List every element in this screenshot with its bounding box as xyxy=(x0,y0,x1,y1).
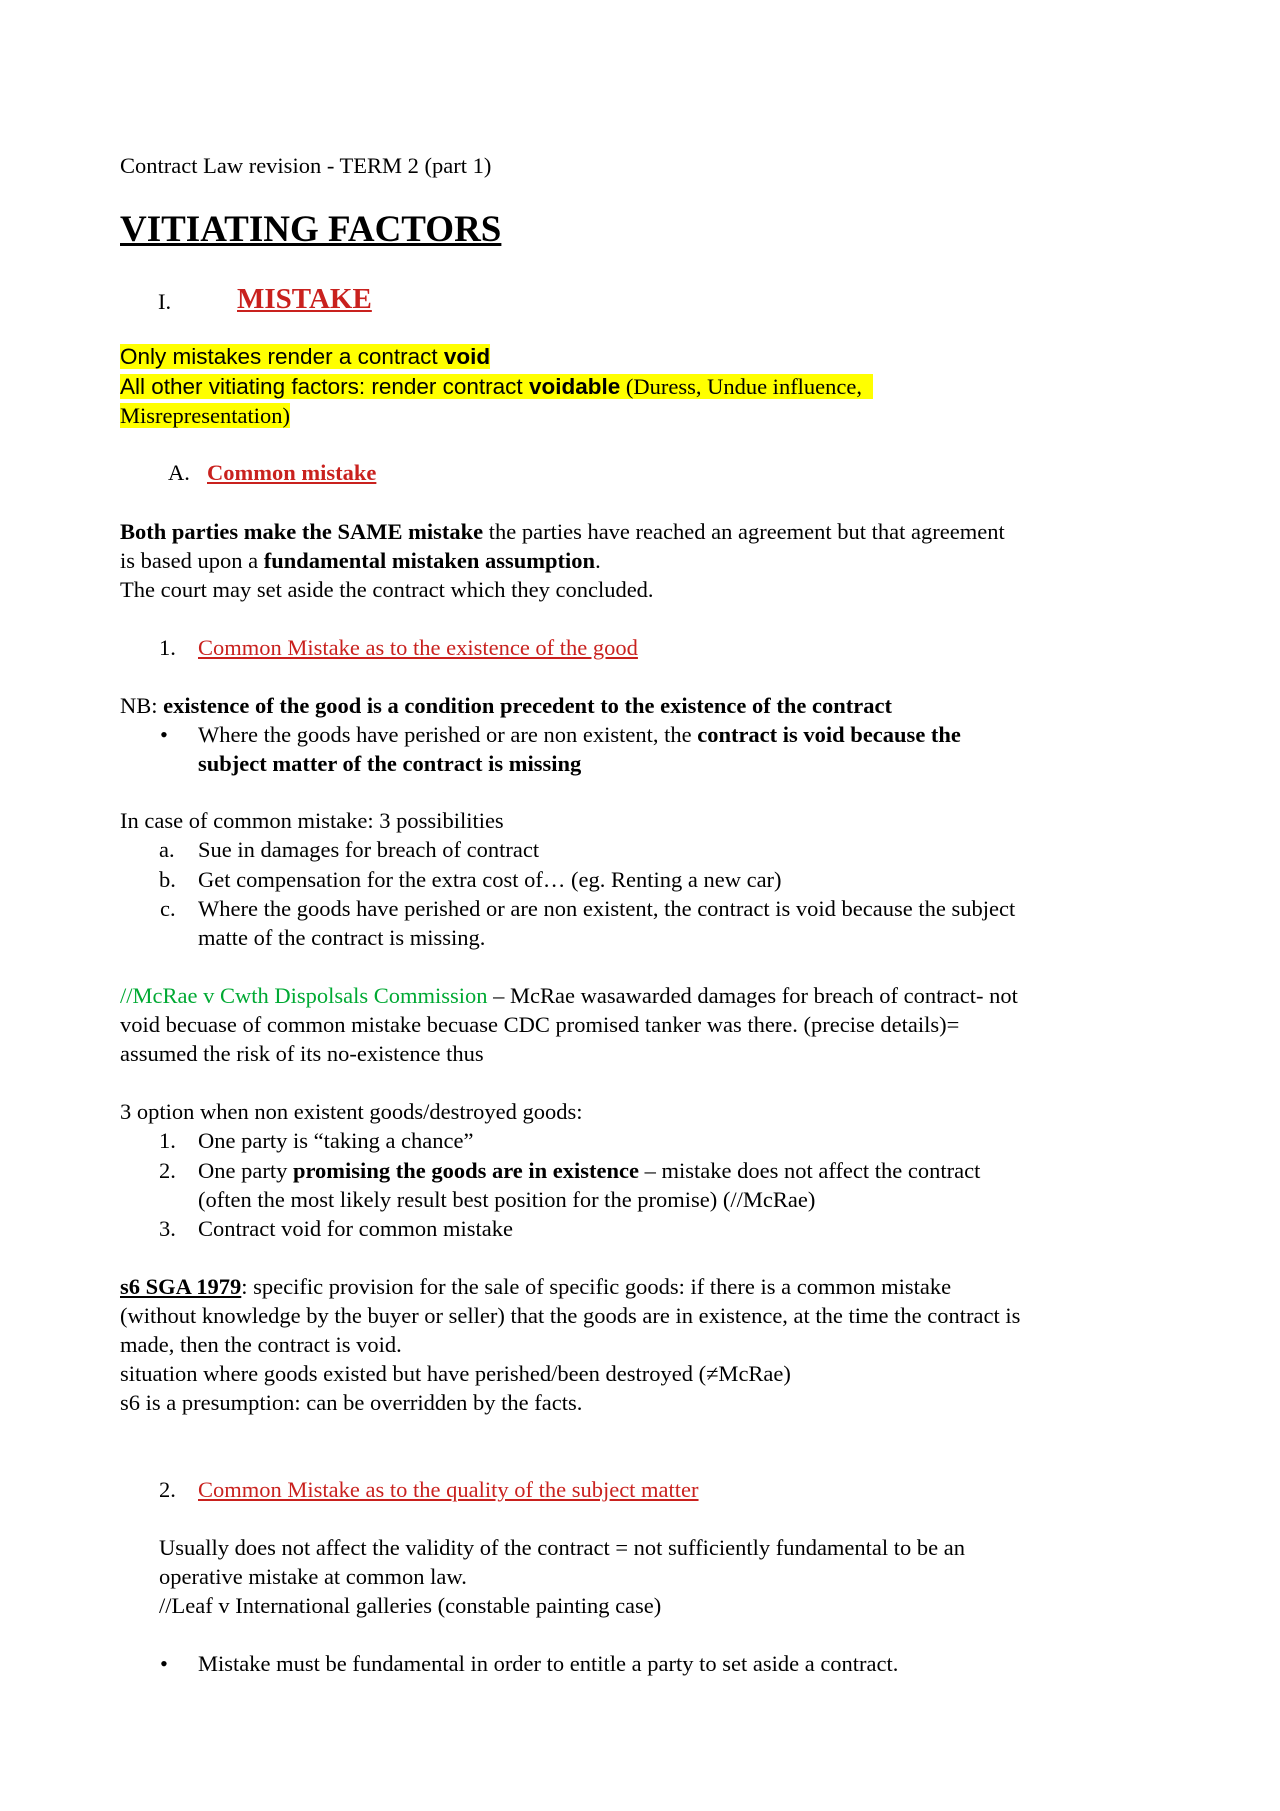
doc-title: Contract Law revision - TERM 2 (part 1) xyxy=(120,153,492,178)
nb-bullet-line-1 xyxy=(198,721,961,750)
item2-title: Common Mistake as to the quality of the subject matter xyxy=(198,1477,699,1502)
nb-bullet: • xyxy=(160,722,168,747)
both-parties-line-1 xyxy=(120,518,1005,547)
court-set-aside: The court may set aside the contract which they concluded. xyxy=(120,577,654,602)
section-numeral: I. xyxy=(158,289,172,314)
both-parties-period: . xyxy=(595,548,601,573)
fundamental-assumption: fundamental mistaken assumption xyxy=(263,548,596,573)
sub-a-letter: A. xyxy=(168,460,190,485)
option-item-2-cont: (often the most likely result best position for the promise) (//McRae) xyxy=(198,1187,816,1212)
option-number: 2. xyxy=(159,1158,176,1183)
possibility-marker: c. xyxy=(160,896,176,921)
s6-line-3: made, then the contract is void. xyxy=(120,1332,402,1357)
option-item-2 xyxy=(198,1157,980,1186)
possibility-marker: b. xyxy=(159,867,176,892)
mcrae-case-name: //McRae v Cwth Dispolsals Commission xyxy=(120,983,488,1008)
mcrae-line-3: assumed the risk of its no-existence thus xyxy=(120,1041,484,1066)
item2-number: 2. xyxy=(159,1477,176,1502)
mcrae-line-1 xyxy=(120,982,1018,1011)
options-intro: 3 option when non existent goods/destroyed goods: xyxy=(120,1099,583,1124)
quality-line-3: //Leaf v International galleries (constable painting case) xyxy=(159,1593,662,1618)
highlight-line-1 xyxy=(120,343,490,372)
highlight-voidable: voidable xyxy=(528,374,621,399)
both-parties-text: the parties have reached an agreement but that agreement xyxy=(483,519,1005,544)
sub-a-title: Common mistake xyxy=(207,460,377,485)
section-title-mistake: MISTAKE xyxy=(237,283,372,315)
item1-title: Common Mistake as to the existence of the good xyxy=(198,635,638,660)
s6-line-5: s6 is a presumption: can be overridden by the facts. xyxy=(120,1390,583,1415)
highlight-line-2 xyxy=(120,373,873,402)
highlight-examples: (Duress, Undue influence, xyxy=(620,374,863,399)
nb-label: NB: xyxy=(120,693,164,718)
s6-line-2: (without knowledge by the buyer or seller) that the goods are in existence, at the time the contract is xyxy=(120,1303,1021,1328)
item1-number: 1. xyxy=(159,635,176,660)
highlight-text-2: All other vitiating factors: render contract xyxy=(120,374,529,399)
possibility-item: Sue in damages for breach of contract xyxy=(198,837,540,862)
both-parties-text-2: is based upon a xyxy=(120,548,264,573)
both-parties-line-2 xyxy=(120,547,601,576)
possibility-item: Where the goods have perished or are non existent, the contract is void because the subject xyxy=(198,896,1016,921)
possibility-item: Get compensation for the extra cost of… (eg. Renting a new car) xyxy=(198,867,782,892)
nb-line xyxy=(120,692,892,721)
option-item-3: Contract void for common mistake xyxy=(198,1216,513,1241)
option-item-2-bold: promising the goods are in existence xyxy=(292,1158,640,1183)
possibility-marker: a. xyxy=(159,837,175,862)
s6-line-1 xyxy=(120,1273,951,1302)
nb-bullet-line-2: subject matter of the contract is missing xyxy=(198,751,582,776)
mcrae-line-2: void becuase of common mistake becuase CDC promised tanker was there. (precise details)= xyxy=(120,1012,960,1037)
main-heading: VITIATING FACTORS xyxy=(120,209,502,250)
highlight-void: void xyxy=(443,344,491,369)
s6-line-4: situation where goods existed but have perished/been destroyed (≠McRae) xyxy=(120,1361,791,1386)
option-item-2-text: One party xyxy=(198,1158,293,1183)
nb-bold: existence of the good is a condition precedent to the existence of the contract xyxy=(163,693,892,718)
possibilities-intro: In case of common mistake: 3 possibilities xyxy=(120,808,504,833)
highlight-line-3 xyxy=(120,402,290,431)
s6-label: s6 SGA 1979 xyxy=(120,1274,242,1299)
option-item-2-rest: – mistake does not affect the contract xyxy=(639,1158,981,1183)
nb-bullet-text: Where the goods have perished or are non existent, the xyxy=(198,722,698,747)
both-parties-bold: Both parties make the SAME mistake xyxy=(120,519,484,544)
mcrae-text-1: – McRae wasawarded damages for breach of contract- not xyxy=(487,983,1018,1008)
quality-bullet-text: Mistake must be fundamental in order to entitle a party to set aside a contract. xyxy=(198,1651,899,1676)
s6-text-1: : specific provision for the sale of specific goods: if there is a common mistake xyxy=(241,1274,952,1299)
nb-bullet-bold-1: contract is void because the xyxy=(697,722,961,747)
option-item-1: One party is “taking a chance” xyxy=(198,1128,474,1153)
quality-bullet: • xyxy=(160,1651,168,1676)
quality-line-1: Usually does not affect the validity of the contract = not sufficiently fundamental to be an xyxy=(159,1535,966,1560)
possibility-item-c-cont: matte of the contract is missing. xyxy=(198,925,486,950)
highlight-text-1: Only mistakes render a contract xyxy=(120,344,444,369)
highlight-misrep: Misrepresentation) xyxy=(120,403,290,428)
option-number: 3. xyxy=(159,1216,176,1241)
quality-line-2: operative mistake at common law. xyxy=(159,1564,467,1589)
option-number: 1. xyxy=(159,1128,176,1153)
